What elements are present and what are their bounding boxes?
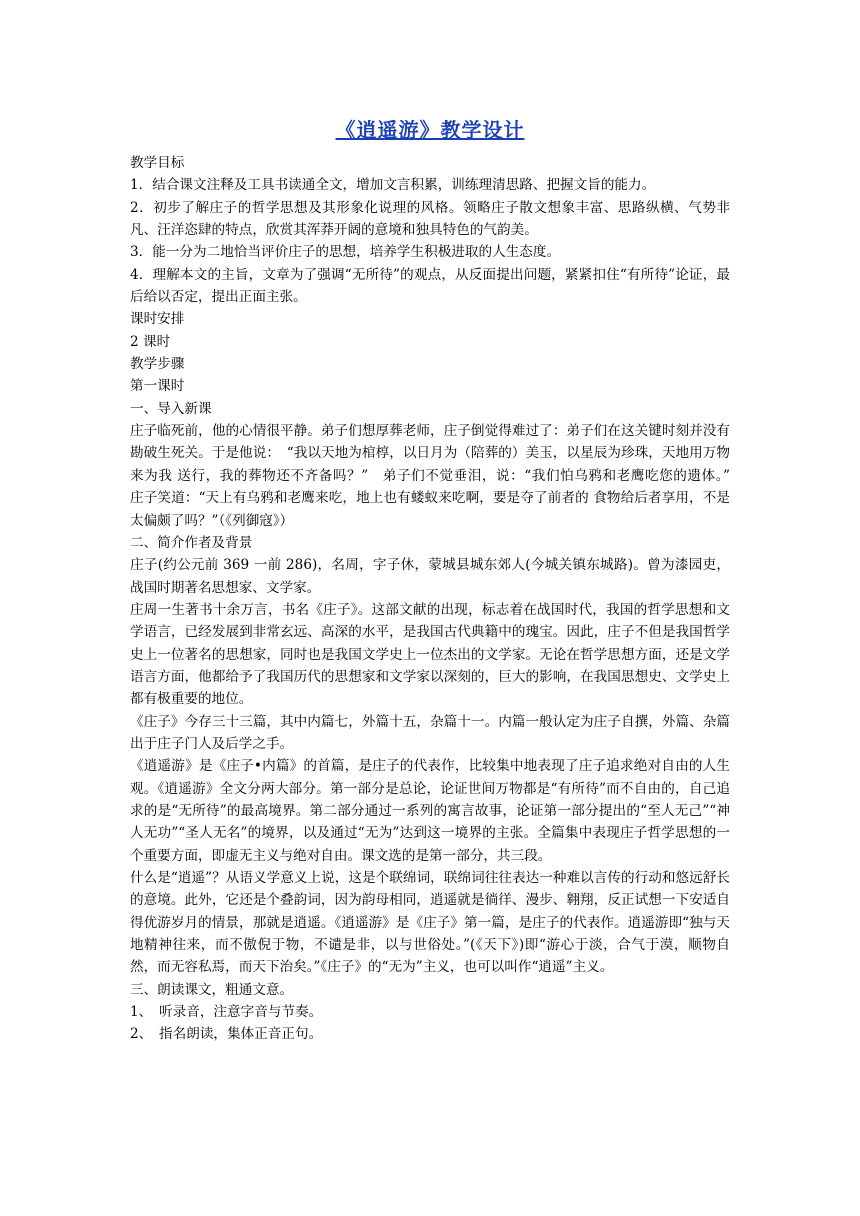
heading-first-lesson: 第一课时: [130, 378, 185, 395]
goal-item: 1．结合课文注释及工具书读通全文，增加文言积累，训练理清思路、把握文旨的能力。: [130, 177, 656, 194]
heading-schedule: 课时安排: [130, 311, 185, 328]
paragraph: 《庄子》今存三十三篇，其中内篇七，外篇十五，杂篇十一。内篇一般认定为庄子自撰，外篇、杂篇出于庄子门人及后学之手。: [130, 713, 730, 752]
goal-item: 3．能一分为二地恰当评价庄子的思想，培养学生积极进取的人生态度。: [130, 244, 561, 261]
heading-teaching-goals: 教学目标: [130, 155, 185, 171]
paragraph: 庄子临死前，他的心情很平静。弟子们想厚葬老师，庄子倒觉得难过了：弟子们在这关键时刻并没有勘破生死关。于是他说： “我以天地为棺椁，以日月为（陪葬的）美玉，以星辰为珍珠，天地用万物来为我 送行，我的葬物还不齐备吗？” 弟子们不觉垂泪，说：“我们怕乌鸦和老鹰吃您的遗体。” 庄子笑道：“天上有乌鸦和老鹰来吃，地上也有蝼蚁来吃啊，要是夺了前者的 食物给后者享用，不是太偏颇了吗？”（《列御寇》）: [130, 423, 744, 529]
section-heading: 二、简介作者及背景: [130, 534, 253, 551]
section-heading: 三、朗读课文，粗通文意。: [130, 981, 294, 998]
list-item: 2、 指名朗读，集体正音正句。: [130, 1026, 323, 1043]
paragraph: 庄周一生著书十余万言，书名《庄子》。这部文献的出现，标志着在战国时代，我国的哲学思想和文学语言，已经发展到非常玄远、高深的水平，是我国古代典籍中的瑰宝。因此，庄子不但是我国哲学史上一位著名的思想家，同时也是我国文学史上一位杰出的文学家。无论在哲学思想方面，还是文学语言方面，他都给予了我国历代的思想家和文学家以深刻的，巨大的影响，在我国思想史、文学史上都有极重要的地位。: [130, 601, 730, 708]
goal-item: 2．初步了解庄子的哲学思想及其形象化说理的风格。领略庄子散文想象丰富、思路纵横、气势非凡、汪洋恣肆的特点，欣赏其浑莽开阔的意境和独具特色的气韵美。: [130, 199, 730, 239]
paragraph: 庄子(约公元前 369 一前 286)，名周，字子休，蒙城县城东郊人(今城关镇东城路)。曾为漆园吏，战国时期著名思想家、文学家。: [130, 557, 730, 596]
heading-steps: 教学步骤: [130, 356, 185, 373]
schedule-value: 2 课时: [130, 333, 171, 350]
list-item: 1、 听录音，注意字音与节奏。: [130, 1004, 323, 1021]
section-heading: 一、导入新课: [130, 400, 212, 417]
paragraph: 什么是“逍遥”？从语义学意义上说，这是个联绵词，联绵词往往表达一种难以言传的行动和悠远舒长的意境。此外，它还是个叠韵词，因为韵母相同，逍遥就是徜徉、漫步、翱翔，反正试想一下安适自得优游岁月的情景，那就是逍遥。《逍遥游》是《庄子》第一篇，是庄子的代表作。逍遥游即“独与天地精神往来，而不傲倪于物，不谴是非，以与世俗处。”(《天下》)即“游心于淡，合气于漠，顺物自然，而无容私焉，而天下治矣。”《庄子》的“无为”主义，也可以叫作“逍遥”主义。: [130, 870, 730, 976]
document-body: [130, 152, 744, 1046]
goal-item: 4．理解本文的主旨，文章为了强调“无所待”的观点，从反面提出问题，紧紧扣住“有所待”论证，最后给以否定，提出正面主张。: [130, 266, 730, 306]
document-title: 《逍遥游》教学设计: [335, 118, 525, 142]
paragraph: 《逍遥游》是《庄子•内篇》的首篇，是庄子的代表作，比较集中地表现了庄子追求绝对自由的人生观。《逍遥游》全文分两大部分。第一部分是总论，论证世间万物都是“有所待”而不自由的，自己追求的是“无所待”的最高境界。第二部分通过一系列的寓言故事，论证第一部分提出的“至人无己”“神人无功”“圣人无名”的境界，以及通过“无为”达到这一境界的主张。全篇集中表现庄子哲学思想的一个重要方面，即虚无主义与绝对自由。课文选的是第一部分，共三段。: [130, 758, 730, 864]
